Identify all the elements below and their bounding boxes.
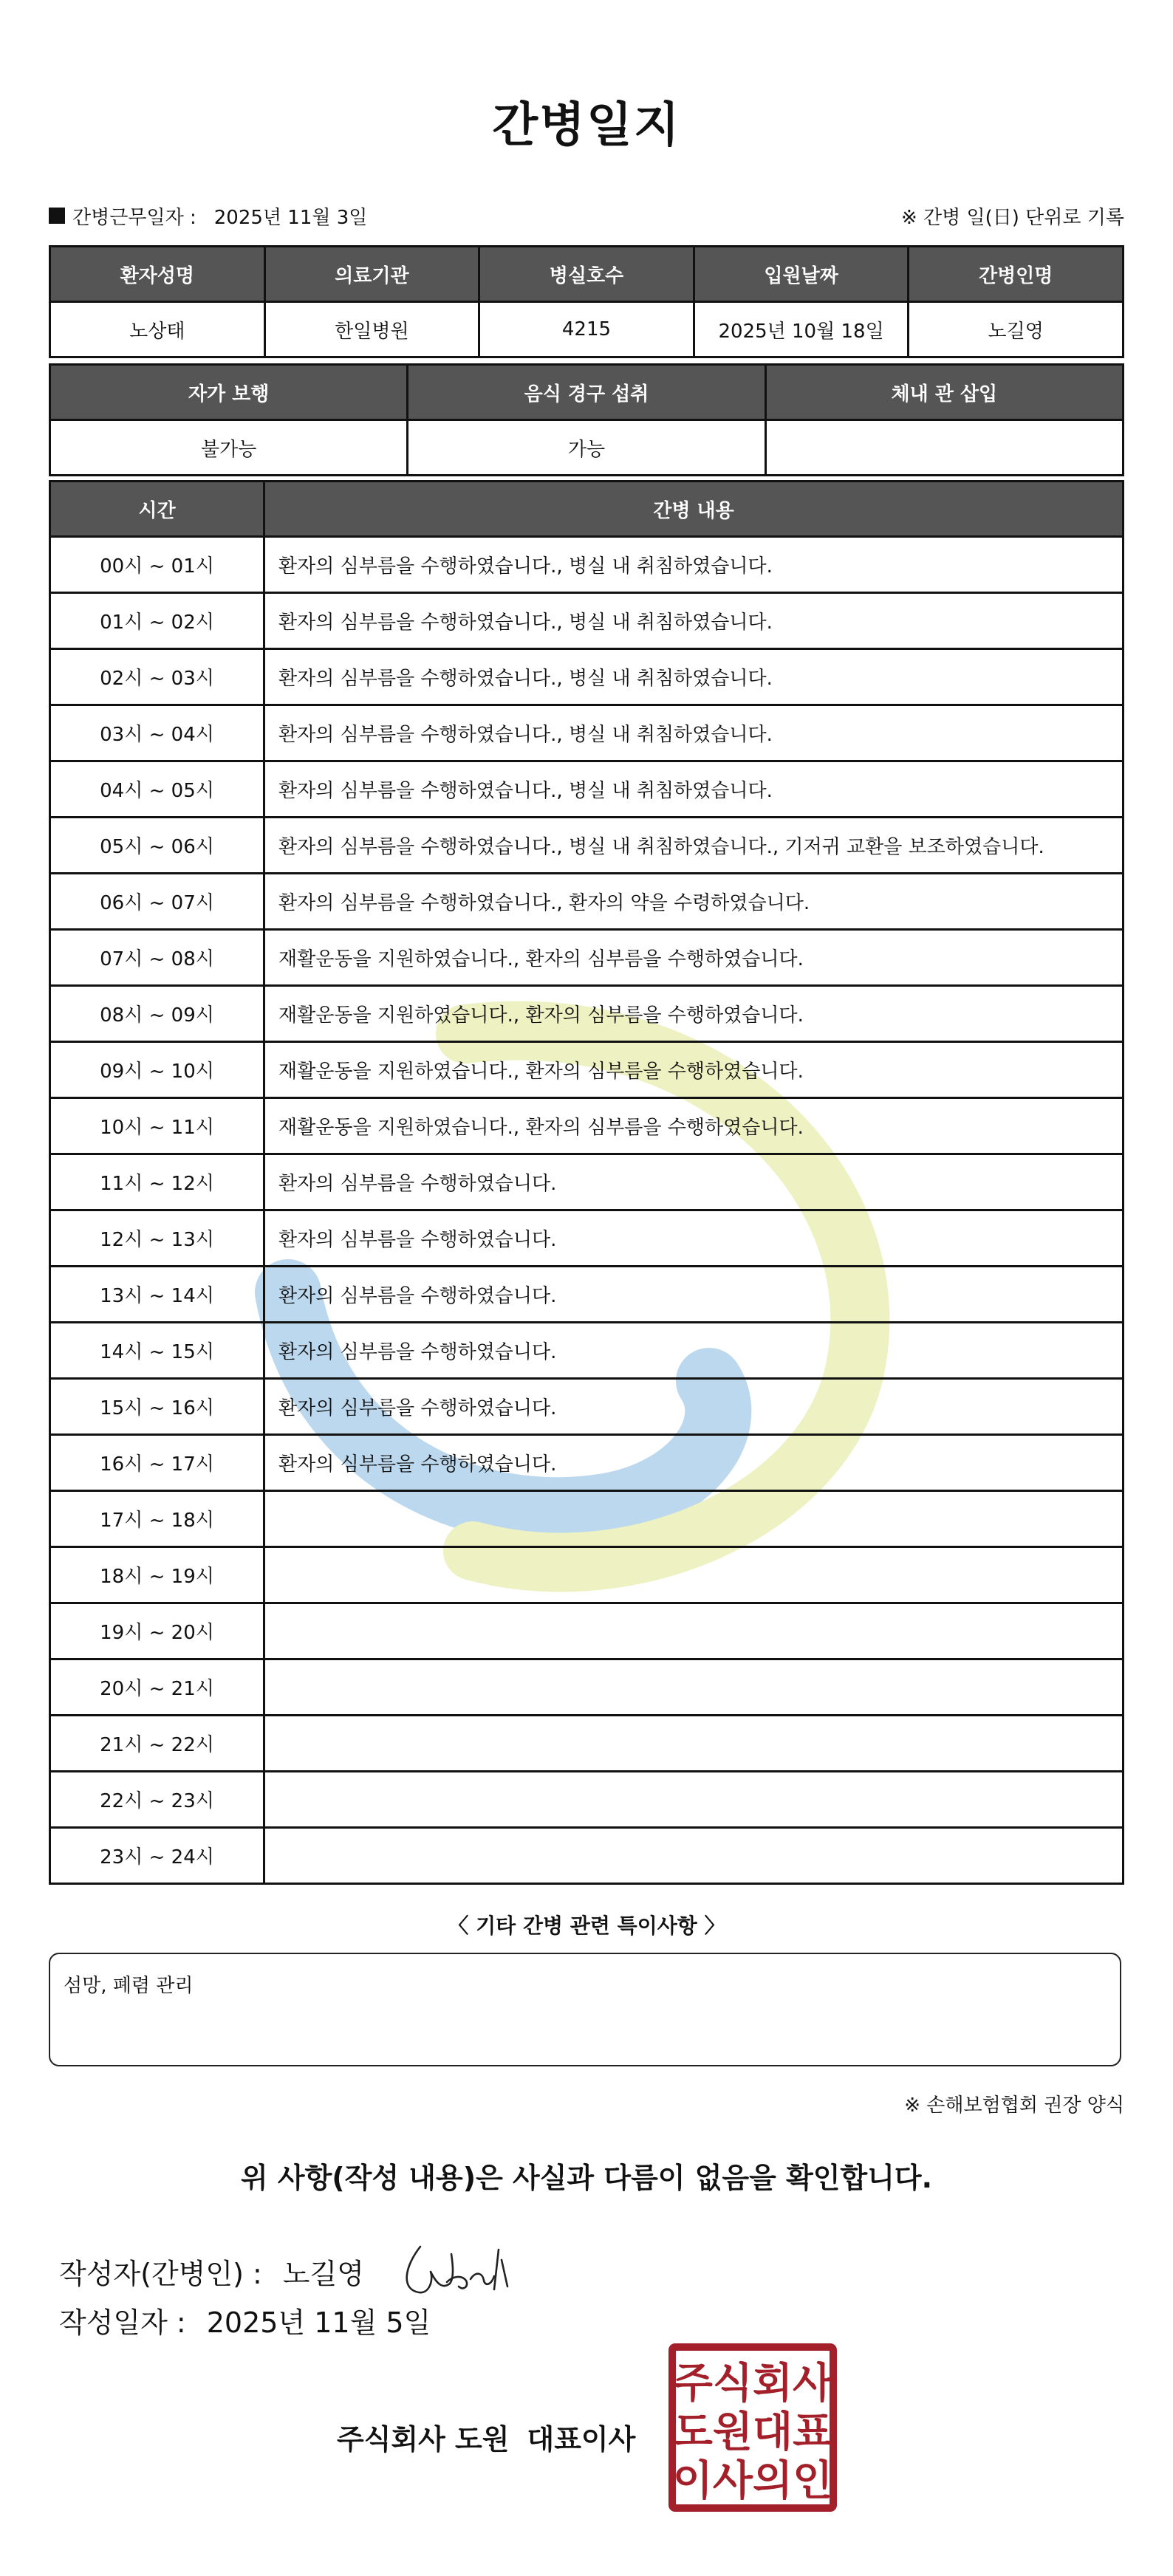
notes-heading: 〈 기타 간병 관련 특이사항 〉 — [448, 1914, 725, 1938]
patient-info-table — [49, 245, 1124, 358]
table-row — [50, 1210, 1124, 1267]
self-walking-value: 불가능 — [50, 420, 408, 476]
time-slot: 15시 ~ 16시 — [50, 1379, 264, 1435]
handwritten-signature — [391, 2238, 516, 2304]
table-row — [50, 1435, 1124, 1491]
care-content: 재활운동을 지원하였습니다., 환자의 심부름을 수행하였습니다. — [264, 930, 1124, 986]
patient-info-value-row — [50, 302, 1124, 357]
time-slot: 05시 ~ 06시 — [50, 818, 264, 874]
care-content: 환자의 심부름을 수행하였습니다., 병실 내 취침하였습니다. — [264, 761, 1124, 818]
time-slot: 19시 ~ 20시 — [50, 1603, 264, 1659]
care-log-table — [49, 480, 1124, 1885]
caregiver-name: 노길영 — [909, 302, 1124, 357]
care-content: 환자의 심부름을 수행하였습니다., 환자의 약을 수령하였습니다. — [264, 874, 1124, 930]
time-slot: 22시 ~ 23시 — [50, 1772, 264, 1828]
table-row — [50, 1379, 1124, 1435]
company-seal-stamp — [668, 2343, 838, 2512]
header-time: 시간 — [50, 482, 264, 537]
time-slot: 03시 ~ 04시 — [50, 705, 264, 761]
time-slot: 21시 ~ 22시 — [50, 1716, 264, 1772]
write-date-label: 작성일자 : — [59, 2306, 186, 2339]
care-content: 환자의 심부름을 수행하였습니다., 병실 내 취침하였습니다. — [264, 593, 1124, 649]
admission-date: 2025년 10월 18일 — [694, 302, 909, 357]
time-slot: 18시 ~ 19시 — [50, 1547, 264, 1603]
care-content: 환자의 심부름을 수행하였습니다. — [264, 1210, 1124, 1267]
room-number: 4215 — [479, 302, 694, 357]
care-content: 재활운동을 지원하였습니다., 환자의 심부름을 수행하였습니다. — [264, 1042, 1124, 1098]
time-slot: 11시 ~ 12시 — [50, 1154, 264, 1210]
care-content — [264, 1772, 1124, 1828]
table-row — [50, 705, 1124, 761]
time-slot: 17시 ~ 18시 — [50, 1491, 264, 1547]
patient-status-header-row — [50, 365, 1124, 420]
table-row — [50, 1042, 1124, 1098]
form-source-note: ※ 손해보험협회 권장 양식 — [904, 2094, 1124, 2117]
work-date-value: 2025년 11월 3일 — [213, 206, 368, 229]
table-row — [50, 1491, 1124, 1547]
time-slot: 23시 ~ 24시 — [50, 1828, 264, 1884]
tube-insertion-value — [765, 420, 1123, 476]
time-slot: 20시 ~ 21시 — [50, 1659, 264, 1716]
time-slot: 00시 ~ 01시 — [50, 537, 264, 593]
care-log-body — [50, 537, 1124, 1884]
record-unit-note: ※ 간병 일(日) 단위로 기록 — [900, 206, 1124, 229]
care-content — [264, 1547, 1124, 1603]
header-admission-date: 입원날짜 — [694, 247, 909, 302]
patient-status-table — [49, 363, 1124, 476]
time-slot: 10시 ~ 11시 — [50, 1098, 264, 1154]
table-row — [50, 1828, 1124, 1884]
time-slot: 07시 ~ 08시 — [50, 930, 264, 986]
care-content — [264, 1828, 1124, 1884]
table-row — [50, 930, 1124, 986]
company-signature — [337, 2416, 635, 2457]
time-slot: 01시 ~ 02시 — [50, 593, 264, 649]
header-hospital: 의료기관 — [264, 247, 479, 302]
confirmation-statement: 위 사항(작성 내용)은 사실과 다름이 없음을 확인합니다. — [240, 2162, 933, 2194]
patient-name: 노상태 — [50, 302, 265, 357]
header-care-content: 간병 내용 — [264, 482, 1124, 537]
care-content: 환자의 심부름을 수행하였습니다. — [264, 1154, 1124, 1210]
table-row — [50, 818, 1124, 874]
time-slot: 04시 ~ 05시 — [50, 761, 264, 818]
table-row — [50, 761, 1124, 818]
time-slot: 08시 ~ 09시 — [50, 986, 264, 1042]
header-caregiver-name: 간병인명 — [909, 247, 1124, 302]
care-content — [264, 1491, 1124, 1547]
work-date-label: 간병근무일자 : — [72, 206, 196, 229]
patient-info-header-row — [50, 247, 1124, 302]
care-content: 환자의 심부름을 수행하였습니다., 병실 내 취침하였습니다. — [264, 705, 1124, 761]
time-slot: 13시 ~ 14시 — [50, 1267, 264, 1323]
care-log-header-row — [50, 482, 1124, 537]
table-row — [50, 986, 1124, 1042]
table-row — [50, 537, 1124, 593]
oral-intake-value: 가능 — [408, 420, 765, 476]
table-row — [50, 1659, 1124, 1716]
square-bullet-icon — [49, 208, 65, 224]
table-row — [50, 1716, 1124, 1772]
time-slot: 16시 ~ 17시 — [50, 1435, 264, 1491]
table-row — [50, 1098, 1124, 1154]
header-patient-name: 환자성명 — [50, 247, 265, 302]
page-title: 간병일지 — [492, 98, 681, 153]
company-name: 주식회사 도원 — [337, 2423, 510, 2456]
care-content: 환자의 심부름을 수행하였습니다. — [264, 1379, 1124, 1435]
table-row — [50, 1772, 1124, 1828]
care-content: 환자의 심부름을 수행하였습니다., 병실 내 취침하였습니다. — [264, 649, 1124, 705]
table-row — [50, 874, 1124, 930]
table-row — [50, 1323, 1124, 1379]
care-content: 환자의 심부름을 수행하였습니다. — [264, 1435, 1124, 1491]
table-row — [50, 649, 1124, 705]
table-row — [50, 1603, 1124, 1659]
notes-box: 섬망, 폐렴 관리 — [49, 1953, 1121, 2066]
hospital-name: 한일병원 — [264, 302, 479, 357]
meta-row — [49, 201, 1124, 230]
care-content — [264, 1659, 1124, 1716]
work-date-group — [49, 202, 367, 230]
care-content — [264, 1716, 1124, 1772]
time-slot: 06시 ~ 07시 — [50, 874, 264, 930]
time-slot: 09시 ~ 10시 — [50, 1042, 264, 1098]
write-date-row — [59, 2300, 431, 2340]
care-content: 재활운동을 지원하였습니다., 환자의 심부름을 수행하였습니다. — [264, 1098, 1124, 1154]
care-content: 환자의 심부름을 수행하였습니다., 병실 내 취침하였습니다. — [264, 537, 1124, 593]
time-slot: 12시 ~ 13시 — [50, 1210, 264, 1267]
table-row — [50, 1154, 1124, 1210]
time-slot: 14시 ~ 15시 — [50, 1323, 264, 1379]
svg-text:주식회사: 주식회사 — [672, 2360, 833, 2408]
care-content: 재활운동을 지원하였습니다., 환자의 심부름을 수행하였습니다. — [264, 986, 1124, 1042]
table-row — [50, 1267, 1124, 1323]
header-self-walking: 자가 보행 — [50, 365, 408, 420]
table-row — [50, 1547, 1124, 1603]
writer-label: 작성자(간병인) : — [59, 2257, 262, 2290]
write-date-value: 2025년 11월 5일 — [206, 2306, 431, 2339]
care-content: 환자의 심부름을 수행하였습니다. — [264, 1323, 1124, 1379]
company-role: 대표이사 — [527, 2423, 636, 2456]
care-content — [264, 1603, 1124, 1659]
header-room-number: 병실호수 — [479, 247, 694, 302]
writer-name: 노길영 — [282, 2257, 364, 2290]
care-content: 환자의 심부름을 수행하였습니다. — [264, 1267, 1124, 1323]
writer-row — [59, 2238, 516, 2304]
time-slot: 02시 ~ 03시 — [50, 649, 264, 705]
patient-status-value-row — [50, 420, 1124, 476]
svg-text:도원대표: 도원대표 — [672, 2408, 833, 2456]
table-row — [50, 593, 1124, 649]
care-content: 환자의 심부름을 수행하였습니다., 병실 내 취침하였습니다., 기저귀 교환을 보조하였습니다. — [264, 818, 1124, 874]
header-oral-intake: 음식 경구 섭취 — [408, 365, 765, 420]
svg-text:이사의인: 이사의인 — [672, 2457, 833, 2505]
header-tube-insertion: 체내 관 삽입 — [765, 365, 1123, 420]
